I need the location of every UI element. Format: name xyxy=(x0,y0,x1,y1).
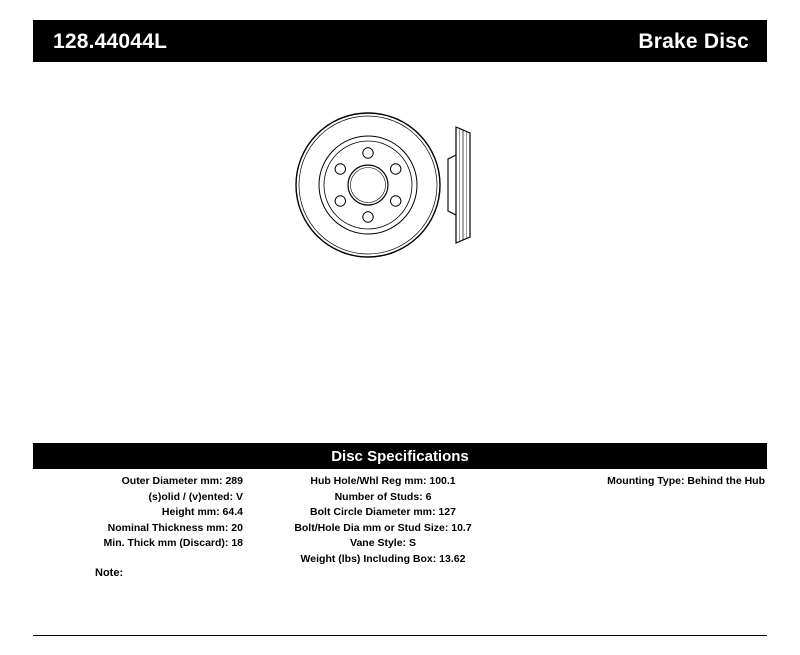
disc-specifications-header xyxy=(33,443,767,469)
spec-item: Bolt/Hole Dia mm or Stud Size: 10.7 xyxy=(294,521,472,534)
spec-item: Weight (lbs) Including Box: 13.62 xyxy=(300,552,466,565)
disc-specifications-title: Disc Specifications xyxy=(331,447,469,465)
spec-column-middle xyxy=(253,474,513,594)
spec-column-right xyxy=(515,474,767,594)
spec-item: Outer Diameter mm: 289 xyxy=(121,475,243,487)
product-header-bar xyxy=(33,20,767,62)
part-number: 128.44044L xyxy=(53,29,168,53)
spec-column-left xyxy=(33,474,251,594)
spec-item: Min. Thick mm (Discard): 18 xyxy=(103,537,243,549)
spec-item: Hub Hole/Whl Reg mm: 100.1 xyxy=(310,475,456,487)
spec-item: Nominal Thickness mm: 20 xyxy=(107,521,243,534)
brake-rotor-illustration xyxy=(280,95,520,275)
spec-item: Vane Style: S xyxy=(350,537,416,549)
spec-item: Bolt Circle Diameter mm: 127 xyxy=(310,506,456,518)
note-label: Note: xyxy=(95,567,124,579)
disc-specifications-body xyxy=(33,474,767,594)
spec-item: (s)olid / (v)ented: V xyxy=(148,490,243,503)
product-type-label: Brake Disc xyxy=(638,29,749,53)
spec-item: Mounting Type: Behind the Hub xyxy=(607,475,765,487)
spec-item: Number of Studs: 6 xyxy=(334,490,432,503)
bottom-divider xyxy=(33,635,767,636)
spec-item: Height mm: 64.4 xyxy=(161,506,243,518)
